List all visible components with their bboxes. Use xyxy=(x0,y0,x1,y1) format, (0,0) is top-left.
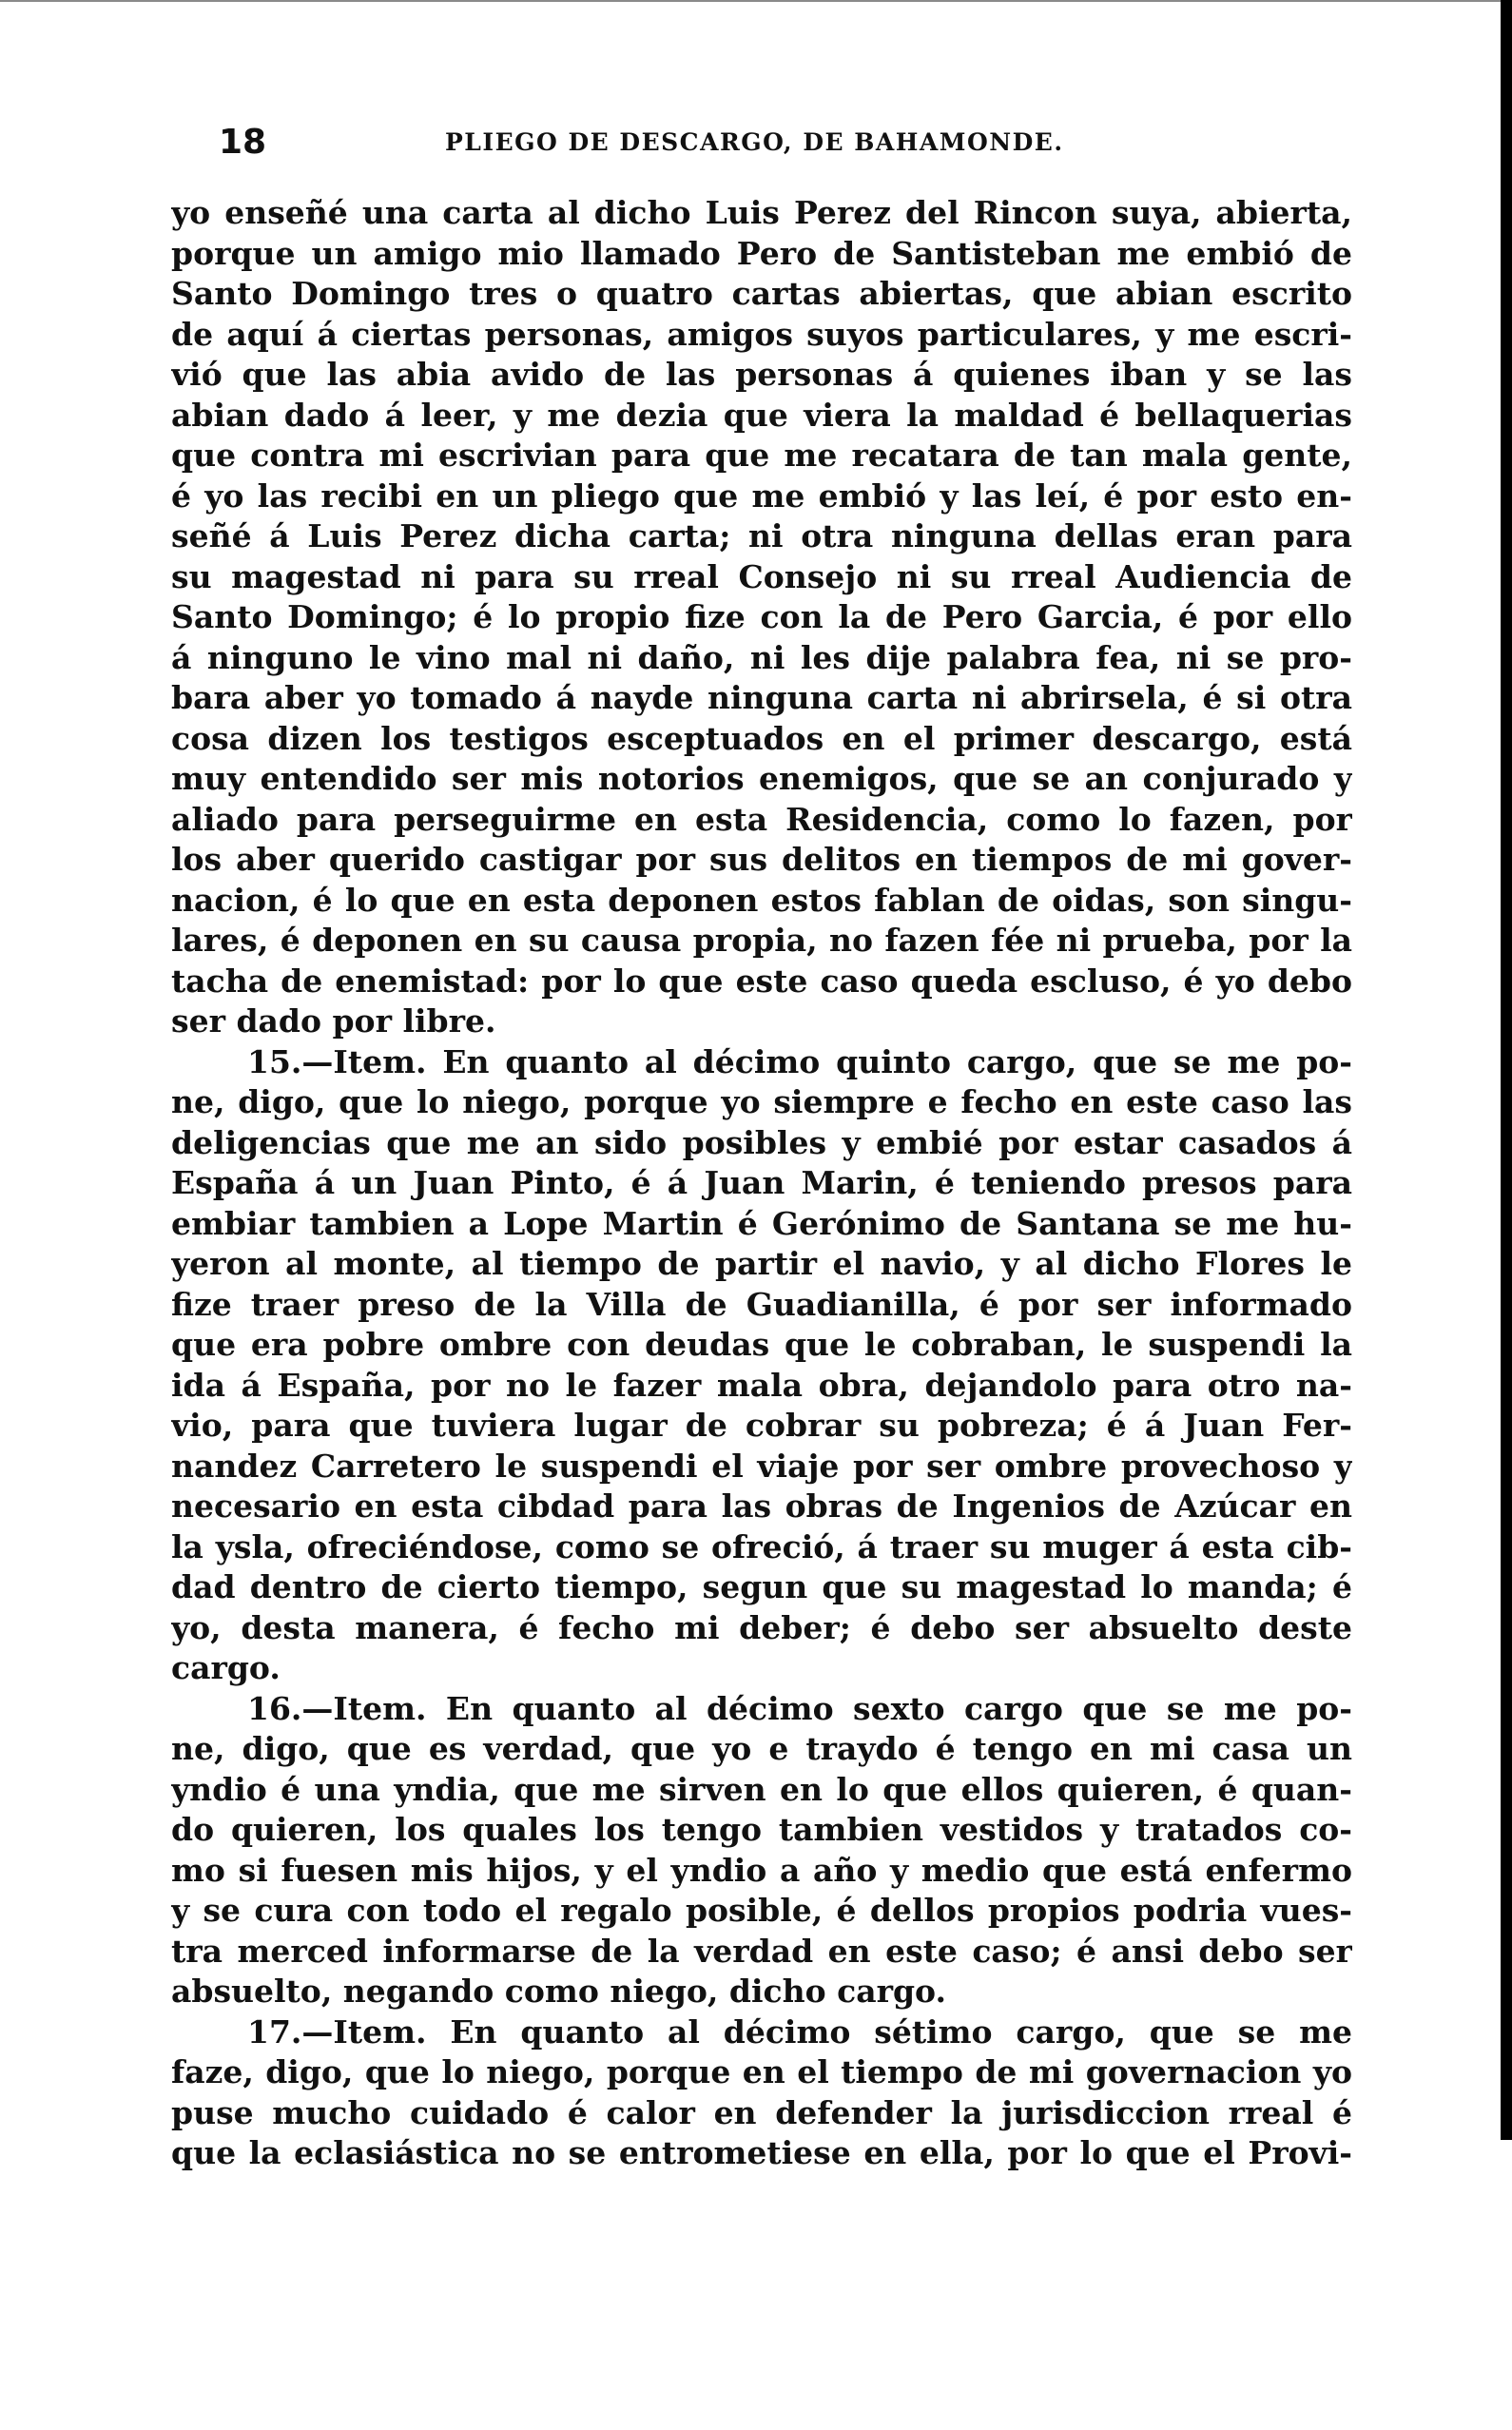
text-line: señé á Luis Perez dicha carta; ni otra ninguna dellas eran para xyxy=(171,517,1352,554)
text-line: que era pobre ombre con deudas que le cobraban, le suspendi la xyxy=(171,1326,1352,1363)
text-line: tacha de enemistad: por lo que este caso queda escluso, é yo debo xyxy=(171,962,1352,1000)
text-line: dad dentro de cierto tiempo, segun que su magestad lo manda; é xyxy=(171,1568,1352,1605)
top-rule xyxy=(0,0,1512,2)
text-line: faze, digo, que lo niego, porque en el tiempo de mi governacion yo xyxy=(171,2053,1352,2090)
text-line: abian dado á leer, y me dezia que viera la maldad é bellaquerias xyxy=(171,396,1352,434)
text-line: yo, desta manera, é fecho mi deber; é debo ser absuelto deste xyxy=(171,1608,1352,1646)
text-line: vió que las abia avido de las personas á quienes iban y se las xyxy=(171,356,1352,393)
text-line: de aquí á ciertas personas, amigos suyos particulares, y me escri- xyxy=(171,315,1352,353)
text-line: yndio é una yndia, que me sirven en lo que ellos quieren, é quan- xyxy=(171,1770,1352,1808)
text-line: mo si fuesen mis hijos, y el yndio a año y medio que está enfermo xyxy=(171,1851,1352,1889)
paragraph-start-item-15: 15.—Item. En quanto al décimo quinto cargo, que se me po- xyxy=(247,1042,1352,1080)
text-line: embiar tambien a Lope Martin é Gerónimo de Santana se me hu- xyxy=(171,1204,1352,1242)
text-line: deligencias que me an sido posibles y embié por estar casados á xyxy=(171,1123,1352,1161)
text-line: Santo Domingo; é lo propio fize con la de Pero Garcia, é por ello xyxy=(171,598,1352,635)
text-line: lares, é deponen en su causa propia, no fazen fée ni prueba, por la xyxy=(171,922,1352,959)
text-line: yo enseñé una carta al dicho Luis Perez del Rincon suya, abierta, xyxy=(171,194,1352,231)
text-line: su magestad ni para su rreal Consejo ni su rreal Audiencia de xyxy=(171,557,1352,595)
text-line: necesario en esta cibdad para las obras de Ingenios de Azúcar en xyxy=(171,1487,1352,1525)
page-number: 18 xyxy=(219,123,267,162)
text-line: á ninguno le vino mal ni daño, ni les dije palabra fea, ni se pro- xyxy=(171,638,1352,676)
text-line: los aber querido castigar por sus delitos en tiempos de mi gover- xyxy=(171,841,1352,878)
text-line: nandez Carretero le suspendi el viaje por ser ombre provechoso y xyxy=(171,1447,1352,1485)
page-header xyxy=(207,114,1329,171)
text-line: yeron al monte, al tiempo de partir el navio, y al dicho Flores le xyxy=(171,1245,1352,1282)
text-line: cosa dizen los testigos esceptuados en el primer descargo, está xyxy=(171,719,1352,757)
text-line: fize traer preso de la Villa de Guadianilla, é por ser informado xyxy=(171,1285,1352,1323)
text-line: ida á España, por no le fazer mala obra, dejandolo para otro na- xyxy=(171,1366,1352,1404)
text-line: é yo las recibi en un pliego que me embió y las leí, é por esto en- xyxy=(171,476,1352,515)
text-line: puse mucho cuidado é calor en defender la jurisdiccion rreal é xyxy=(171,2093,1352,2131)
text-line: la ysla, ofreciéndose, como se ofreció, á traer su muger á esta cib- xyxy=(171,1527,1352,1565)
body-text xyxy=(171,193,1352,2174)
text-line: ser dado por libre. xyxy=(171,1002,496,1040)
text-line: ne, digo, que lo niego, porque yo siempre e fecho en este caso las xyxy=(171,1083,1352,1120)
text-line: que contra mi escrivian para que me recatara de tan mala gente, xyxy=(171,437,1352,474)
text-line: y se cura con todo el regalo posible, é dellos propios podria vues- xyxy=(171,1892,1352,1929)
text-line: que la eclasiástica no se entrometiese en ella, por lo que el Provi- xyxy=(171,2134,1352,2171)
text-line: España á un Juan Pinto, é á Juan Marin, é teniendo presos para xyxy=(171,1164,1352,1201)
text-line: vio, para que tuviera lugar de cobrar su pobreza; é á Juan Fer- xyxy=(171,1407,1352,1444)
text-line: nacion, é lo que en esta deponen estos fablan de oidas, son singu- xyxy=(171,881,1352,919)
running-head: PLIEGO DE DESCARGO, DE BAHAMONDE. xyxy=(445,128,1064,156)
text-line: bara aber yo tomado á nayde ninguna carta ni abrirsela, é si otra xyxy=(171,679,1352,716)
text-line: porque un amigo mio llamado Pero de Santisteban me embió de xyxy=(171,234,1352,272)
text-line: ne, digo, que es verdad, que yo e traydo é tengo en mi casa un xyxy=(171,1730,1352,1767)
paragraph-start-item-17: 17.—Item. En quanto al décimo sétimo cargo, que se me xyxy=(247,2012,1352,2051)
text-line: aliado para perseguirme en esta Residencia, como lo fazen, por xyxy=(171,800,1352,838)
text-line: absuelto, negando como niego, dicho cargo. xyxy=(171,1973,946,2010)
text-line: do quieren, los quales los tengo tambien vestidos y tratados co- xyxy=(171,1811,1352,1848)
page-edge-shadow xyxy=(1501,0,1512,2140)
text-line: muy entendido ser mis notorios enemigos, que se an conjurado y xyxy=(171,760,1352,797)
text-line: tra merced informarse de la verdad en este caso; é ansi debo ser xyxy=(171,1932,1352,1970)
text-line: Santo Domingo tres o quatro cartas abiertas, que abian escrito xyxy=(171,275,1352,312)
paragraph-start-item-16: 16.—Item. En quanto al décimo sexto cargo que se me po- xyxy=(247,1689,1352,1727)
text-line: cargo. xyxy=(171,1649,281,1686)
